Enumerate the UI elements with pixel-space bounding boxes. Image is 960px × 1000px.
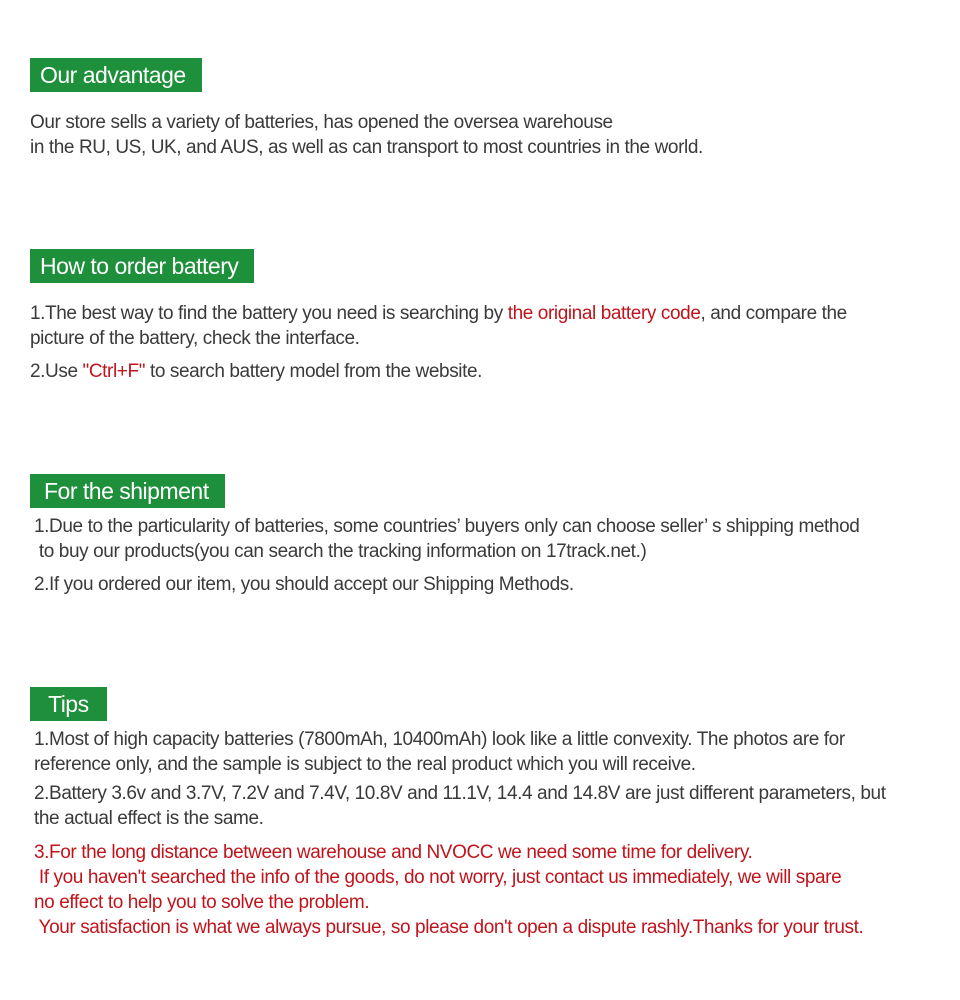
section-title-advantage: Our advantage <box>30 58 202 92</box>
section-title-tips: Tips <box>30 687 107 721</box>
tips-line-1: 1.Most of high capacity batteries (7800mAh, 10400mAh) look like a little convexity. The photos are for <box>34 729 845 750</box>
tips-line-3: 2.Battery 3.6v and 3.7V, 7.2V and 7.4V, 10.8V and 11.1V, 14.4 and 14.8V are just different parameters, but <box>34 783 886 804</box>
tips-red-line-3: no effect to help you to solve the problem. <box>34 892 370 913</box>
tips-red-line-2: If you haven't searched the info of the goods, do not worry, just contact us immediately, we will spare <box>34 867 842 888</box>
order-step-2-text-end: to search battery model from the website. <box>145 361 483 382</box>
tips-line-4: the actual effect is the same. <box>34 808 264 829</box>
order-step-2-text: 2.Use <box>30 361 83 382</box>
original-battery-code-highlight: the original battery code <box>507 303 701 324</box>
tips-red-line-1: 3.For the long distance between warehouse and NVOCC we need some time for delivery. <box>34 842 753 863</box>
ctrl-f-highlight: "Ctrl+F" <box>82 361 146 382</box>
order-step-2 <box>30 359 482 384</box>
tips-red-line-4: Your satisfaction is what we always pursue, so please don't open a dispute rashly.Thanks for your trust. <box>34 917 864 938</box>
order-step-1-text: 1.The best way to find the battery you need is searching by <box>30 303 508 324</box>
tips-line-2: reference only, and the sample is subject to the real product which you will receive. <box>34 754 696 775</box>
advantage-line-2: in the RU, US, UK, and AUS, as well as can transport to most countries in the world. <box>30 137 703 158</box>
section-title-order: How to order battery <box>30 249 254 283</box>
section-title-shipment: For the shipment <box>30 474 225 508</box>
shipment-line-2: to buy our products(you can search the tracking information on 17track.net.) <box>34 541 647 562</box>
order-step-1-text-end: , and compare the <box>700 303 847 324</box>
order-step-1-line-2: picture of the battery, check the interface. <box>30 328 360 349</box>
order-step-1-line-1 <box>30 301 847 326</box>
shipment-line-1: 1.Due to the particularity of batteries, some countries’ buyers only can choose seller’ s shipping method <box>34 516 860 537</box>
shipment-line-3: 2.If you ordered our item, you should accept our Shipping Methods. <box>34 574 574 595</box>
advantage-line-1: Our store sells a variety of batteries, has opened the oversea warehouse <box>30 112 613 133</box>
